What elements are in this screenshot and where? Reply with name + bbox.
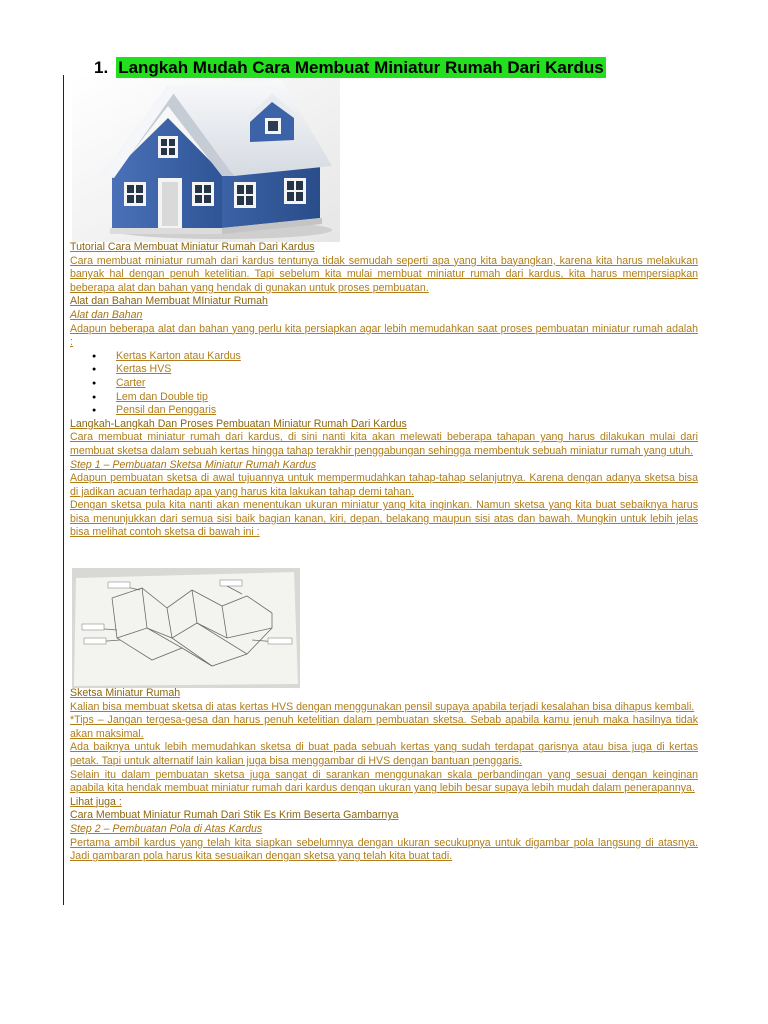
steps-heading: Langkah-Langkah Dan Proses Pembuatan Miniatur Rumah Dari Kardus (70, 417, 407, 430)
sketch-section (70, 687, 698, 864)
list-item: ● Kertas Karton atau Kardus (70, 350, 698, 364)
house-sketch-image (72, 568, 300, 688)
section-heading (94, 58, 606, 78)
grid-paper-paragraph: Ada baiknya untuk lebih memudahkan sketsa di buat pada sebuah kertas yang sudah terdapat garisnya atau bisa juga di kertas petak. Tapi untuk alternatif lain kalian juga bisa menggambar di HVS dengan bantuan penggaris. (70, 741, 698, 767)
step2-heading: Step 2 – Pembuatan Pola di Atas Kardus (70, 822, 263, 835)
intro-section (70, 241, 698, 540)
tools-list (70, 350, 698, 418)
tools-paragraph: Adapun beberapa alat dan bahan yang perlu kita persiapkan agar lebih memudahkan saat proses pembuatan miniatur rumah adalah : (70, 322, 698, 349)
step1-paragraph-1: Adapun pembuatan sketsa di awal tujuannya untuk mempermudahkan tahap-tahap selanjutnya. Karena dengan adanya sketsa bisa di jadikan acuan terhadap apa yang harus kita lakukan tahap demi tahan. (70, 472, 698, 498)
tools-subheading: Alat dan Bahan (70, 308, 143, 321)
tools-heading: Alat dan Bahan Membuat MIniatur Rumah (70, 295, 268, 308)
heading-number: 1. (94, 58, 109, 77)
see-also-link[interactable]: Cara Membuat Miniatur Rumah Dari Stik Es Krim Beserta Gambarnya (70, 809, 399, 822)
step1-paragraph-2: Dengan sketsa pula kita nanti akan menentukan ukuran miniatur yang kita inginkan. Namun sketsa yang kita buat sebaiknya harus bisa menunjukkan dari semua sisi baik bagian kanan, kiri, depan, belakang maupun sisi atas dan bawah. Mungkin untuk lebih jelas bisa melihat contoh sketsa di bawah ini : (70, 499, 698, 539)
sketch-paragraph: Kalian bisa membuat sketsa di atas kertas HVS dengan menggunakan pensil supaya apabila terjadi kesalahan bisa dihapus kembali. (70, 700, 695, 713)
list-item: ● Kertas HVS (70, 363, 698, 377)
tips-paragraph: *Tips – Jangan tergesa-gesa dan harus penuh ketelitian dalam pembuatan sketsa. Sebab apabila kamu jenuh maka hasilnya tidak akan maksimal. (70, 714, 698, 740)
scale-paragraph: Selain itu dalam pembuatan sketsa juga sangat di sarankan menggunakan skala perbandingan yang sesuai dengan keinginan apabila kita hendak membuat miniatur rumah dari kardus dengan ukuran yang lebih besar supaya lebih mudah dalam penerapannya. (70, 768, 698, 795)
miniature-house-image (72, 78, 340, 242)
step2-paragraph: Pertama ambil kardus yang telah kita siapkan sebelumnya dengan ukuran secukupnya untuk digambar pola langsung di atasnya. Jadi gambaran pola harus kita sesuaikan dengan sketsa yang telah kita buat tadi. (70, 836, 698, 863)
sketch-caption: Sketsa Miniatur Rumah (70, 687, 181, 699)
heading-title: Langkah Mudah Cara Membuat Miniatur Rumah Dari Kardus (118, 58, 604, 77)
list-item: ● Carter (70, 377, 698, 391)
step1-heading: Step 1 – Pembuatan Sketsa Miniatur Rumah Kardus (70, 458, 317, 471)
see-also-label: Lihat juga : (70, 795, 122, 808)
margin-line (63, 75, 64, 905)
list-item: ● Lem dan Double tip (70, 391, 698, 405)
intro-paragraph: Cara membuat miniatur rumah dari kardus tentunya tidak semudah seperti apa yang kita bayangkan, karena kita harus melakukan banyak hal dengan penuh ketelitian. Tapi sebelum kita mulai membuat miniatur rumah dari kardus, kita harus mempersiapkan beberapa alat dan bahan yang hendak di gunakan untuk proses pembuatan. (70, 254, 698, 294)
tutorial-title: Tutorial Cara Membuat Miniatur Rumah Dari Kardus (70, 241, 315, 253)
list-item: ● Pensil dan Penggaris (70, 404, 698, 418)
steps-paragraph: Cara membuat miniatur rumah dari kardus, di sini nanti kita akan melewati beberapa tahapan yang harus dilakukan mulai dari membuat sketsa dalam sebuah kertas hingga tahap terakhir penggabungan sehingga membentuk sebuah miniatur rumah yang utuh. (70, 431, 698, 457)
